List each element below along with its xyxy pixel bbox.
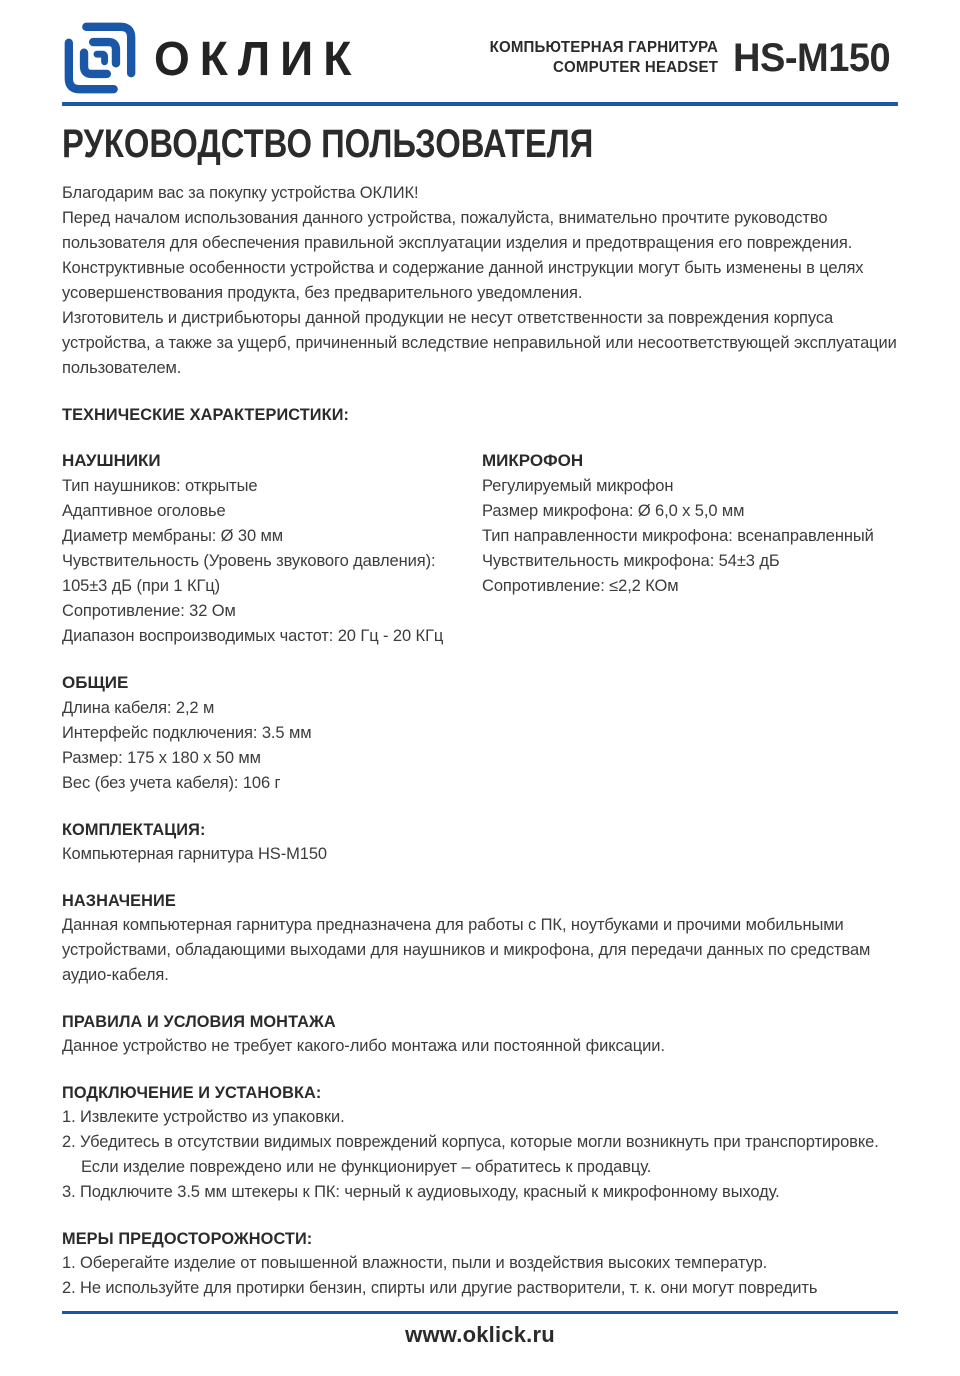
section-tech-specs [62,405,898,425]
page-header [62,18,898,98]
spec-item: Сопротивление: 32 Ом [62,602,236,620]
model-number: HS-M150 [732,35,890,80]
setup-step: 1. Извлеките устройство из упаковки. [62,1108,345,1126]
product-id-block [475,36,898,81]
microphone-spec-list [482,474,898,599]
page-footer [62,1311,898,1348]
footer-divider [62,1311,898,1314]
page-title: РУКОВОДСТВО ПОЛЬЗОВАТЕЛЯ [62,122,594,166]
headphones-heading: НАУШНИКИ [62,451,161,470]
mounting-text: Данное устройство не требует какого-либо монтажа или постоянной фиксации. [62,1037,665,1055]
intro-paragraph: Перед началом использования данного устройства, пожалуйста, внимательно прочтите руководство пользователя для обеспечения правильной эксплуатации изделия и предотвращения его повреждения. [62,209,853,252]
spec-item: Интерфейс подключения: 3.5 мм [62,724,312,742]
section-purpose [62,891,898,988]
package-text: Компьютерная гарнитура HS-M150 [62,845,327,863]
section-precautions [62,1229,898,1301]
setup-step: 2. Убедитесь в отсутствии видимых повреждений корпуса, которые могли возникнуть при транспортировке. Если изделие повреждено или не функционирует – обратитесь к продавцу. [62,1133,879,1176]
section-general [62,673,898,796]
spec-item: Чувствительность (Уровень звукового давления): 105±3 дБ (при 1 КГц) [62,552,436,595]
spec-item: Диапазон воспроизводимых частот: 20 Гц - 20 КГц [62,627,444,645]
intro-paragraph: Благодарим вас за покупку устройства ОКЛИК! [62,184,419,202]
specs-columns [62,451,898,649]
headphones-column [62,451,482,649]
brand-name: ОКЛИК [154,30,362,86]
purpose-text: Данная компьютерная гарнитура предназначена для работы с ПК, ноутбуками и прочими мобильными устройствами, обладающими выходами для наушников и микрофона, для передачи данных по средствам аудио-кабеля. [62,916,871,984]
spec-item: Тип наушников: открытые [62,477,258,495]
general-spec-list [62,696,898,796]
header-divider [62,102,898,106]
spec-item: Длина кабеля: 2,2 м [62,699,215,717]
headphones-spec-list [62,474,462,649]
intro-paragraph: Конструктивные особенности устройства и содержание данной инструкции могут быть изменены в целях усовершенствования продукта, без предварительного уведомления. [62,259,864,302]
microphone-heading: МИКРОФОН [482,451,584,470]
spec-item: Размер микрофона: Ø 6,0 х 5,0 мм [482,502,745,520]
intro-text [62,181,898,381]
tech-specs-heading: ТЕХНИЧЕСКИЕ ХАРАКТЕРИСТИКИ: [62,405,350,424]
product-type-en: COMPUTER HEADSET [553,59,719,76]
precautions-list [62,1251,898,1301]
purpose-heading: НАЗНАЧЕНИЕ [62,891,176,910]
spec-item: Регулируемый микрофон [482,477,674,495]
setup-steps-list [62,1105,898,1205]
spec-item: Вес (без учета кабеля): 106 г [62,774,281,792]
brand-block [62,20,361,96]
website-link[interactable]: www.oklick.ru [405,1322,555,1347]
oklick-logo-icon [62,20,138,96]
intro-paragraph: Изготовитель и дистрибьюторы данной продукции не несут ответственности за повреждения корпуса устройства, а также за ущерб, причиненный вследствие неправильной или несоответствующей эксплуатации пользователем. [62,309,897,377]
section-setup [62,1083,898,1205]
precaution-item: 1. Оберегайте изделие от повышенной влажности, пыли и воздействия высоких температур. [62,1254,768,1272]
precaution-item: 2. Не используйте для протирки бензин, спирты или другие растворители, т. к. они могут повредить [62,1279,818,1297]
microphone-column [482,451,898,649]
product-type [490,38,719,78]
precautions-heading: МЕРЫ ПРЕДОСТОРОЖНОСТИ: [62,1229,313,1248]
product-type-ru: КОМПЬЮТЕРНАЯ ГАРНИТУРА [490,39,719,56]
section-package [62,820,898,867]
spec-item: Чувствительность микрофона: 54±3 дБ [482,552,780,570]
setup-step: 3. Подключите 3.5 мм штекеры к ПК: черный к аудиовыходу, красный к микрофонному выходу. [62,1183,780,1201]
general-heading: ОБЩИЕ [62,673,129,692]
section-mounting [62,1012,898,1059]
setup-heading: ПОДКЛЮЧЕНИЕ И УСТАНОВКА: [62,1083,322,1102]
spec-item: Тип направленности микрофона: всенаправленный [482,527,874,545]
spec-item: Диаметр мембраны: Ø 30 мм [62,527,284,545]
spec-item: Сопротивление: ≤2,2 КОм [482,577,679,595]
mounting-heading: ПРАВИЛА И УСЛОВИЯ МОНТАЖА [62,1012,336,1031]
spec-item: Адаптивное оголовье [62,502,226,520]
spec-item: Размер: 175 х 180 х 50 мм [62,749,261,767]
package-heading: КОМПЛЕКТАЦИЯ: [62,820,206,839]
